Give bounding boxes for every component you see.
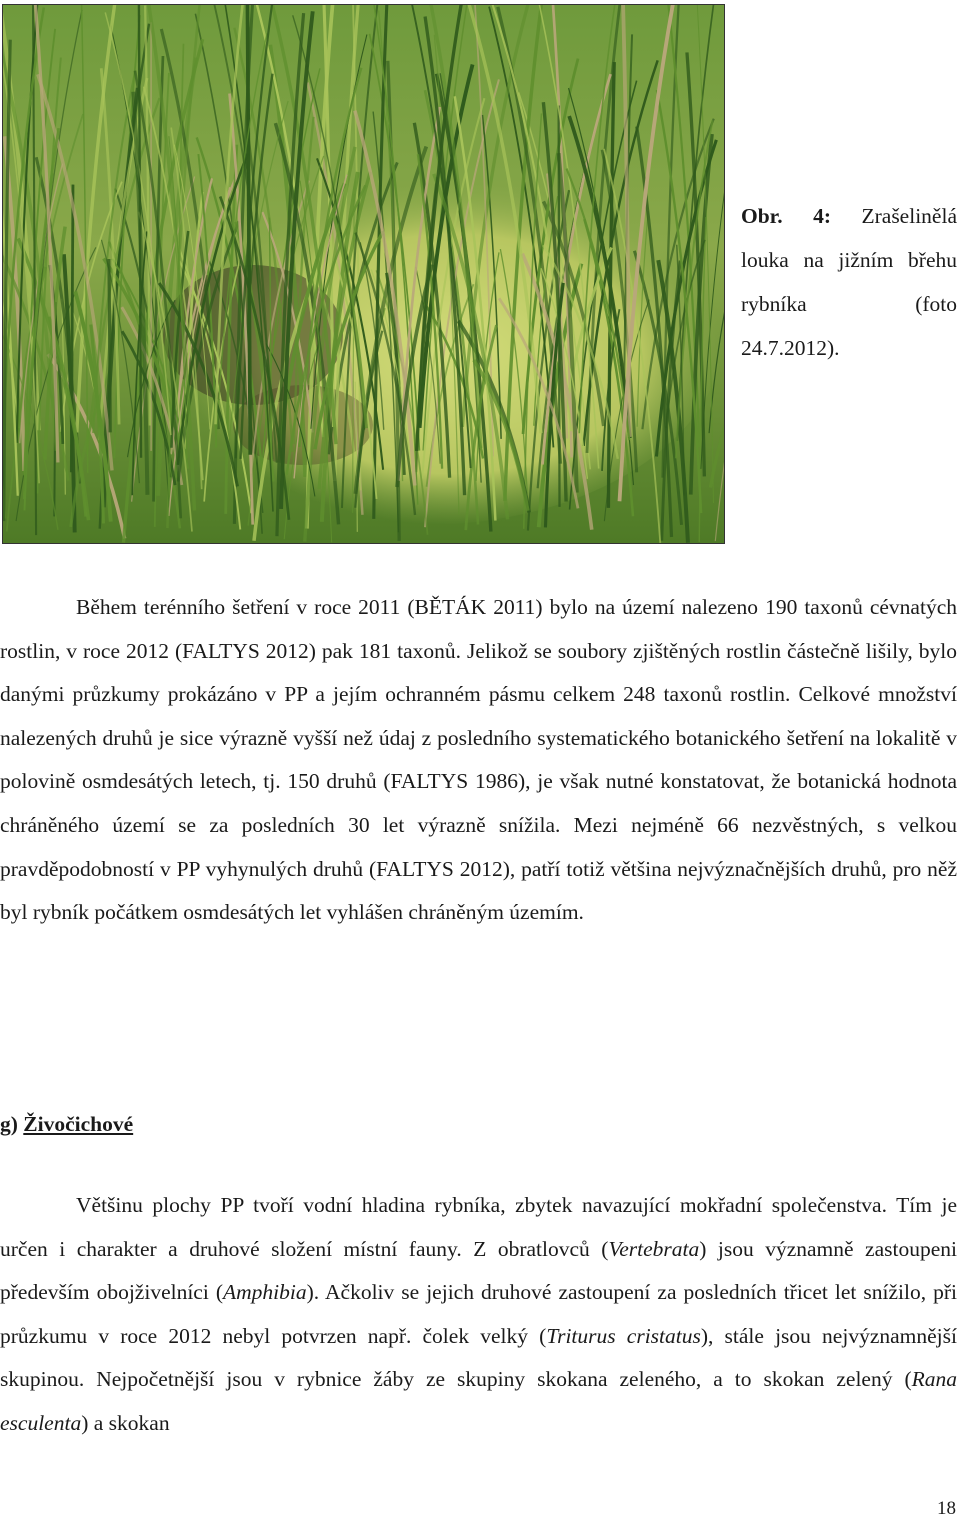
caption-text: Zrašelinělá louka na jižním břehu rybníka (foto 24.7.2012). bbox=[741, 204, 957, 360]
caption-label: Obr. 4: bbox=[741, 204, 832, 228]
section-prefix: g) bbox=[0, 1112, 24, 1136]
fauna-text-3: ). Ačkoliv se jejich druhové zastoupení za posledních třicet let snížilo, při průzkumu v roce 2012 nebyl potvrzen např. čolek velký ( bbox=[0, 1280, 958, 1348]
taxon-amphibia: Amphibia bbox=[223, 1280, 307, 1305]
fauna-text-1: Většinu plochy PP tvoří vodní hladina rybníka, zbytek navazující mokřadní společenstva. Tím je určen i charakter a druhové složení místní fauny. Z obratlovců ( bbox=[0, 1193, 957, 1261]
page-number: 18 bbox=[937, 1498, 956, 1519]
figure-photo bbox=[2, 4, 725, 544]
section-title: Živočichové bbox=[23, 1112, 134, 1136]
section-heading bbox=[0, 1112, 133, 1137]
fauna-text-5: ) a skokan bbox=[81, 1410, 170, 1435]
figure-caption bbox=[741, 194, 957, 370]
taxon-vertebrata: Vertebrata bbox=[608, 1236, 700, 1261]
paragraph-flora-text: Během terénního šetření v roce 2011 (BĚTÁK 2011) bylo na území nalezeno 190 taxonů cévnatých rostlin, v roce 2012 (FALTYS 2012) pak 181 taxonů. Jelikož se soubory zjištěných rostlin částečně lišily, bylo danými průzkumy prokázáno v PP a jejím ochranném pásmu celkem 248 taxonů rostlin. Celkové množství nalezených druhů je sice výrazně vyšší než údaj z posledního systematického botanického šetření na lokalitě v polovině osmdesátých letech, tj. 150 druhů (FALTYS 1986), je však nutné konstatovat, že botanická hodnota chráněného území se za posledních 30 let výrazně snížila. Mezi nejméně 66 nezvěstných, s velkou pravděpodobností v PP vyhynulých druhů (FALTYS 2012), patří totiž většina nejvýznačnějších druhů, pro něž byl rybník počátkem osmdesátých let vyhlášen chráněným územím. bbox=[0, 595, 957, 925]
fauna-text-4: ), stále jsou nejvýznamnější skupinou. Nejpočetnější jsou v rybnice žáby ze skupiny skokana zeleného, a to skokan zelený ( bbox=[0, 1323, 957, 1392]
fauna-text-2: ) jsou významně zastoupeni především obojživelníci ( bbox=[0, 1236, 957, 1305]
paragraph-flora bbox=[0, 586, 957, 935]
grass-blade bbox=[109, 259, 110, 432]
taxon-triturus: Triturus cristatus bbox=[546, 1323, 701, 1348]
meadow-photo-drawing bbox=[3, 5, 724, 543]
taxon-rana: Rana esculenta bbox=[0, 1367, 957, 1435]
paragraph-fauna bbox=[0, 1184, 957, 1446]
